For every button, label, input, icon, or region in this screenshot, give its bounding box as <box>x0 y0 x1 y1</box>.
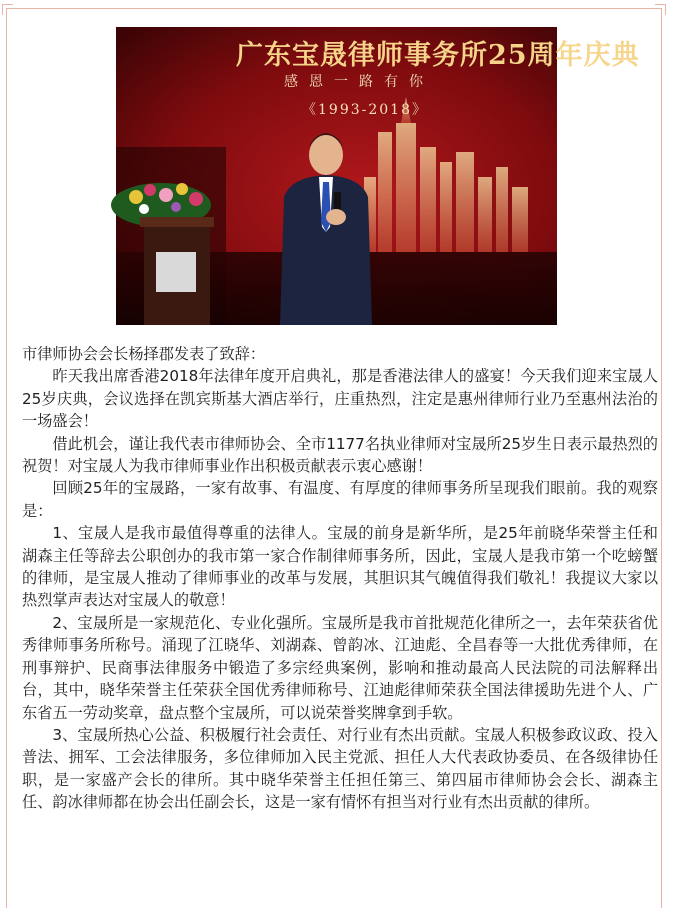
podium <box>140 217 214 325</box>
article-paragraph: 回顾25年的宝晟路，一家有故事、有温度、有厚度的律师事务所呈现我们眼前。我的观察是： <box>22 479 658 520</box>
article-paragraph: 3、宝晟所热心公益、积极履行社会责任、对行业有杰出贡献。宝晟人积极参政议政、投入普法、拥军、工会法律服务，多位律师加入民主党派、担任人大代表政协委员、在各级律协任职，是一家盛产会长的律所。其中晓华荣誉主任担任第三、第四届市律师协会会长、湖森主任、韵冰律师都在协会出任副会长，这是一家有情怀有担当对行业有杰出贡献的律所。 <box>22 725 658 812</box>
article-paragraph: 1、宝晟人是我市最值得尊重的法律人。宝晟的前身是新华所，是25年前晓华荣誉主任和湖森主任等辞去公职创办的我市第一家合作制律师事务所，因此，宝晟人是我市第一个吃螃蟹的律师，是宝晟人推动了律师事业的改革与发展，其胆识其气魄值得我们敬礼！我提议大家以热烈掌声表达对宝晟人的敬意！ <box>22 524 658 610</box>
banner-years: 《1993-2018》 <box>302 102 428 118</box>
article-body <box>22 343 658 814</box>
event-photo <box>116 27 640 325</box>
frame-corner-top-left <box>2 4 13 15</box>
frame-corner-top-right <box>655 4 666 15</box>
banner-subtitle: 感恩一路有你 <box>284 74 434 90</box>
article-paragraph: 2、宝晟所是一家规范化、专业化强所。宝晟所是我市首批规范化律所之一，去年荣获省优秀律师事务所称号。涌现了江晓华、刘湖森、曾韵冰、江迪彪、全昌春等一大批优秀律师，在刑事辩护、民商事法律服务中锻造了多宗经典案例，影响和推动最高人民法院的司法解释出台，其中，晓华荣誉主任荣获全国优秀律师称号、江迪彪律师荣获全国法律援助先进个人、广东省五一劳动奖章，盘点整个宝晟所，可以说荣誉奖牌拿到手软。 <box>22 613 658 722</box>
article-paragraph: 昨天我出席香港2018年法律年度开启典礼，那是香港法律人的盛宴！今天我们迎来宝晟人25岁庆典，会议选择在凯宾斯基大酒店举行，庄重热烈，注定是惠州律师行业乃至惠州法治的一场盛会！ <box>22 367 658 431</box>
article-paragraph: 借此机会，谨让我代表市律师协会、全市1177名执业律师对宝晟所25岁生日表示最热烈的祝贺！对宝晟人为我市律师事业作出积极贡献表示衷心感谢！ <box>22 434 658 476</box>
banner-title: 广东宝晟律师事务所25周年庆典 <box>236 40 640 71</box>
article-lead: 市律师协会会长杨择郡发表了致辞： <box>22 345 265 363</box>
